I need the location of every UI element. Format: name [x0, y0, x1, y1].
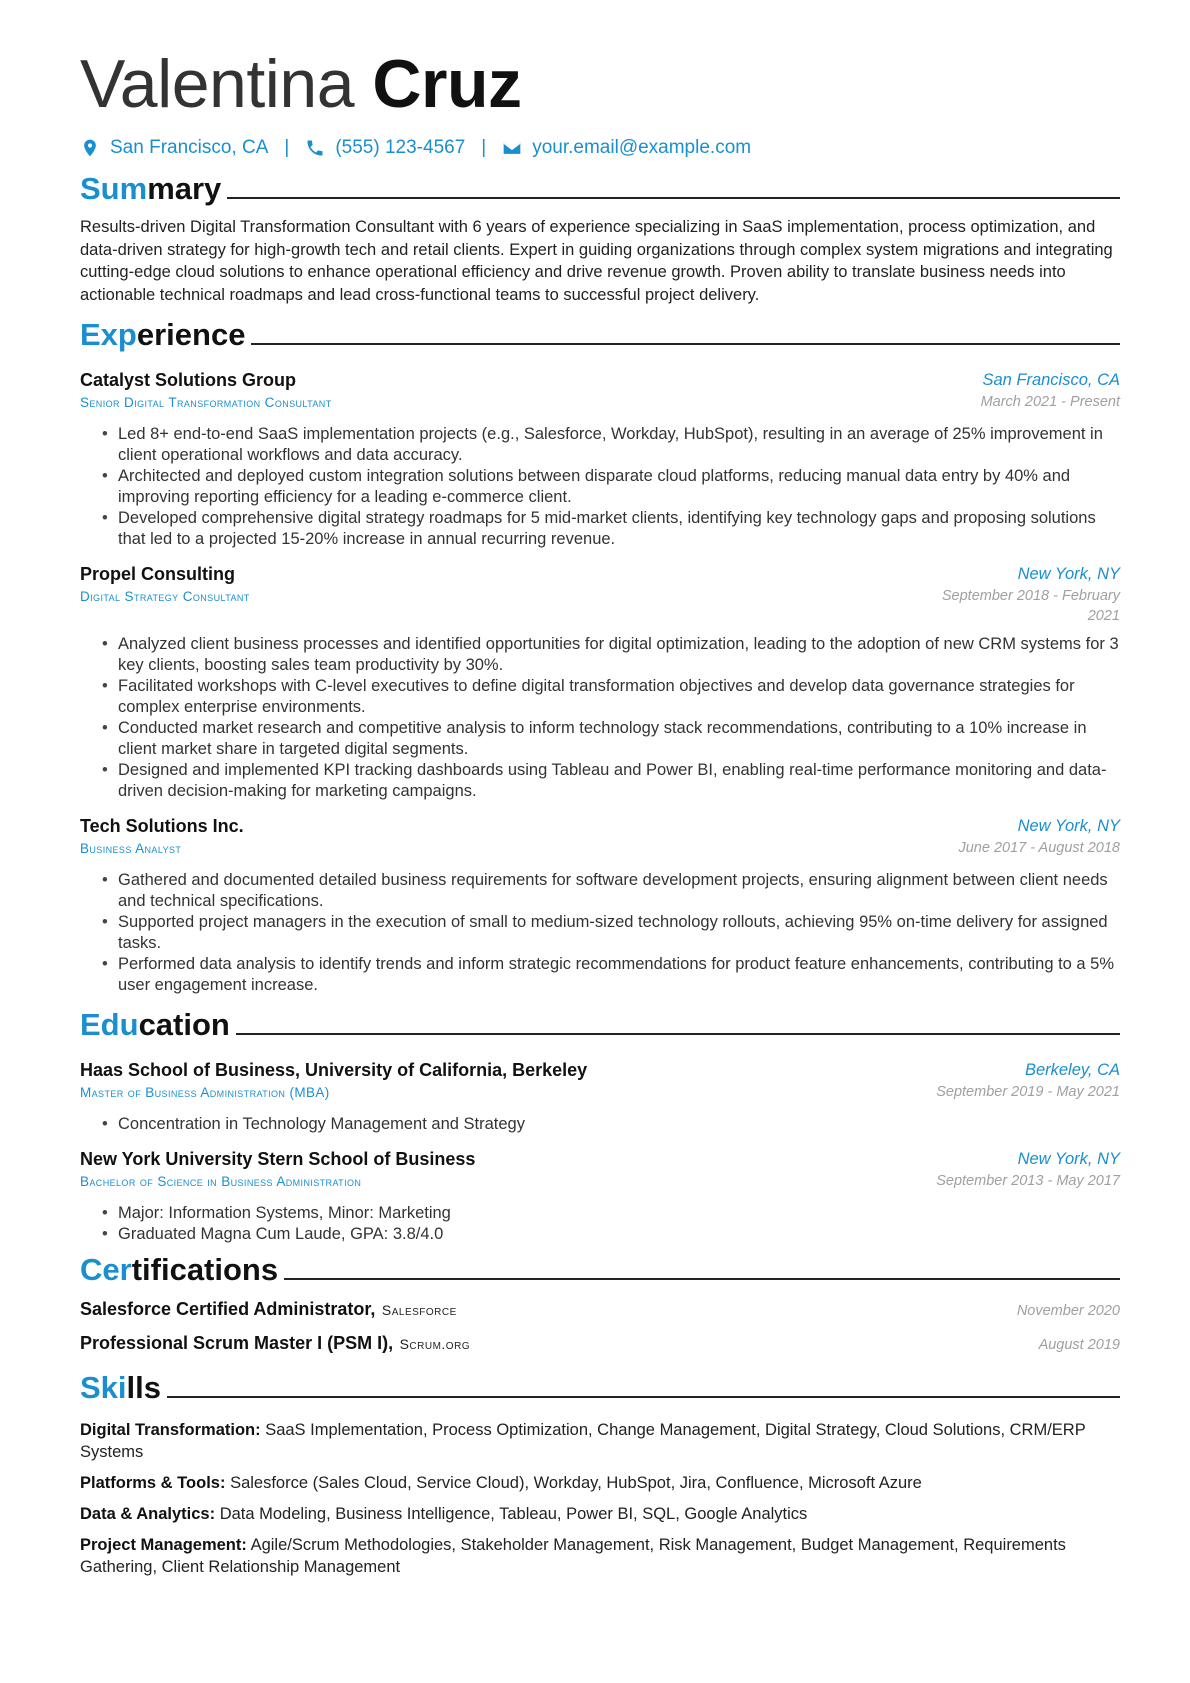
- skill-value: Agile/Scrum Methodologies, Stakeholder Management, Risk Management, Budget Management, Requirements Gathering, Client Relationship Management: [80, 1536, 1066, 1576]
- skill-value: Salesforce (Sales Cloud, Service Cloud), Workday, HubSpot, Jira, Confluence, Microsoft Azure: [230, 1474, 922, 1492]
- title-rest: mary: [147, 171, 222, 206]
- school-dates: September 2019 - May 2021: [936, 1084, 1120, 1100]
- school-location: New York, NY: [1017, 1150, 1120, 1168]
- contact-email[interactable]: [502, 137, 751, 159]
- phone-icon: [305, 138, 325, 158]
- contact-phone[interactable]: [305, 137, 465, 159]
- certification-item: Salesforce Certified Administrator, Salesforce November 2020: [80, 1299, 1120, 1319]
- certification-item: Professional Scrum Master I (PSM I), Scrum.org August 2019: [80, 1333, 1120, 1353]
- job-location: San Francisco, CA: [982, 371, 1120, 389]
- candidate-name: [80, 44, 1120, 124]
- skill-row: [80, 1472, 1120, 1494]
- list-item: • Designed and implemented KPI tracking dashboards using Tableau and Power BI, enabling real-time performance monitoring and data-driven decision-making for marketing campaigns.: [118, 760, 1120, 802]
- job-location: New York, NY: [1017, 565, 1120, 583]
- title-highlight: Edu: [80, 1007, 139, 1042]
- school-location: Berkeley, CA: [1024, 1061, 1120, 1079]
- list-item: • Graduated Magna Cum Laude, GPA: 3.8/4.0: [118, 1224, 1120, 1245]
- title-highlight: Cer: [80, 1252, 132, 1287]
- skill-label: Platforms & Tools:: [80, 1474, 226, 1492]
- job-dates: June 2017 - August 2018: [958, 840, 1120, 856]
- title-rest: lls: [126, 1370, 161, 1405]
- list-item: • Analyzed client business processes and identified opportunities for digital optimization, leading to the adoption of new CRM systems for 3 key clients, boosting sales team productivity by 30%.: [118, 634, 1120, 676]
- education-entry: [80, 1058, 1120, 1135]
- title-highlight: Ski: [80, 1370, 127, 1405]
- contact-location: [80, 137, 268, 159]
- experience-entry: [80, 814, 1120, 996]
- certification-name: Salesforce Certified Administrator: [80, 1299, 371, 1319]
- section-rule: [236, 1033, 1120, 1035]
- section-rule: [167, 1396, 1120, 1398]
- education-entry: [80, 1147, 1120, 1245]
- experience-entry: [80, 368, 1120, 550]
- contact-separator: |: [481, 137, 487, 158]
- list-item: • Supported project managers in the execution of small to medium-sized technology rollouts, achieving 95% on-time delivery for assigned tasks.: [118, 912, 1120, 954]
- section-title-experience: [80, 316, 1120, 354]
- degree: Bachelor of Science in Business Administration: [80, 1174, 362, 1189]
- list-item: • Concentration in Technology Management and Strategy: [118, 1114, 1120, 1135]
- certification-issuer: Salesforce: [381, 1302, 457, 1318]
- last-name: Cruz: [372, 46, 522, 122]
- school-name: New York University Stern School of Business: [80, 1149, 476, 1169]
- job-title: Digital Strategy Consultant: [80, 589, 250, 604]
- title-rest: tifications: [131, 1252, 279, 1287]
- section-title-summary: [80, 170, 1120, 208]
- job-title: Business Analyst: [80, 841, 182, 856]
- school-dates: September 2013 - May 2017: [936, 1173, 1120, 1189]
- list-item: • Conducted market research and competitive analysis to inform technology stack recommendations, contributing to a 10% increase in client market share in targeted digital segments.: [118, 718, 1120, 760]
- certification-issuer: Scrum.org: [399, 1336, 471, 1352]
- job-bullets: [80, 424, 1120, 550]
- certification-date: August 2019: [1038, 1337, 1120, 1353]
- list-item: • Performed data analysis to identify trends and inform strategic recommendations for product feature enhancements, contributing to a 5% user engagement increase.: [118, 954, 1120, 996]
- first-name: Valentina: [80, 46, 355, 122]
- section-title-education: [80, 1006, 1120, 1044]
- skill-label: Project Management:: [80, 1536, 247, 1554]
- certification-name: Professional Scrum Master I (PSM I): [80, 1333, 389, 1353]
- school-bullets: [80, 1203, 1120, 1245]
- email-link: your.email@example.com: [532, 137, 752, 158]
- skill-value: Data Modeling, Business Intelligence, Tableau, Power BI, SQL, Google Analytics: [219, 1505, 808, 1523]
- contact-bar: [80, 134, 1120, 162]
- list-item: • Facilitated workshops with C-level executives to define digital transformation objectives and develop data governance strategies for complex enterprise environments.: [118, 676, 1120, 718]
- school-name: Haas School of Business, University of California, Berkeley: [80, 1060, 588, 1080]
- title-rest: erience: [136, 317, 246, 352]
- section-title-skills: [80, 1369, 1120, 1407]
- job-dates: September 2018 - February 2021: [941, 588, 1120, 624]
- list-item: • Major: Information Systems, Minor: Marketing: [118, 1203, 1120, 1224]
- section-rule: [251, 343, 1120, 345]
- phone-text: (555) 123-4567: [335, 137, 466, 158]
- employer-name: Propel Consulting: [80, 564, 235, 584]
- section-title-certifications: [80, 1251, 1120, 1289]
- title-highlight: Sum: [80, 171, 148, 206]
- title-rest: cation: [138, 1007, 230, 1042]
- degree: Master of Business Administration (MBA): [80, 1085, 330, 1100]
- skill-value: SaaS Implementation, Process Optimization, Change Management, Digital Strategy, Cloud Solutions, CRM/ERP Systems: [80, 1421, 1086, 1461]
- job-dates: March 2021 - Present: [980, 394, 1120, 410]
- skill-label: Data & Analytics:: [80, 1505, 216, 1523]
- school-bullets: [80, 1114, 1120, 1135]
- certification-date: November 2020: [1016, 1303, 1120, 1319]
- list-item: • Developed comprehensive digital strategy roadmaps for 5 mid-market clients, identifying key technology gaps and proposing solutions that led to a projected 15-20% increase in annual recurring revenue.: [118, 508, 1120, 550]
- location-text: San Francisco, CA: [110, 137, 269, 158]
- employer-name: Tech Solutions Inc.: [80, 816, 244, 836]
- resume-page: [80, 0, 1120, 1578]
- job-location: New York, NY: [1017, 817, 1120, 835]
- skill-row: [80, 1419, 1120, 1463]
- list-item: • Gathered and documented detailed business requirements for software development projects, ensuring alignment between client needs and technical specifications.: [118, 870, 1120, 912]
- job-bullets: [80, 634, 1120, 802]
- title-highlight: Exp: [80, 317, 137, 352]
- section-rule: [227, 197, 1120, 199]
- skill-label: Digital Transformation:: [80, 1421, 261, 1439]
- summary-text: Results-driven Digital Transformation Consultant with 6 years of experience specializing in SaaS implementation, process optimization, and data-driven strategy for high-growth tech and retail clients. Expert in guiding organizations through complex system migrations and integrating cutting-edge cloud solutions to enhance operational efficiency and drive revenue growth. Proven ability to translate business needs into actionable technical roadmaps and lead cross-functional teams to successful project delivery.: [80, 218, 1113, 304]
- employer-name: Catalyst Solutions Group: [80, 370, 297, 390]
- list-item: • Architected and deployed custom integration solutions between disparate cloud platforms, reducing manual data entry by 40% and improving reporting efficiency for a leading e-commerce client.: [118, 466, 1120, 508]
- skill-row: [80, 1534, 1120, 1578]
- list-item: • Led 8+ end-to-end SaaS implementation projects (e.g., Salesforce, Workday, HubSpot), resulting in an average of 25% improvement in client operational workflows and data accuracy.: [118, 424, 1120, 466]
- job-bullets: [80, 870, 1120, 996]
- envelope-icon: [502, 138, 522, 158]
- section-rule: [284, 1278, 1120, 1280]
- experience-entry: [80, 562, 1120, 802]
- map-pin-icon: [80, 138, 100, 158]
- contact-separator: |: [284, 137, 290, 158]
- job-title: Senior Digital Transformation Consultant: [80, 395, 332, 410]
- skill-row: [80, 1503, 1120, 1525]
